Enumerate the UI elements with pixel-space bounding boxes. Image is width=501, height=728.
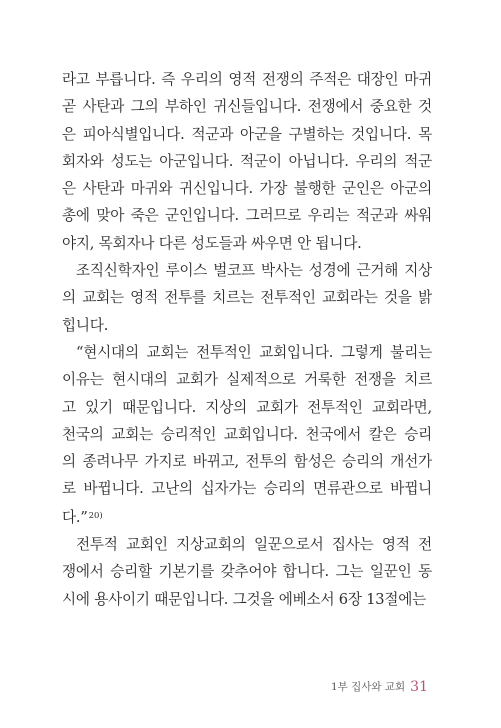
text-line: 전투적 교회인 지상교회의 일꾼으로서 집사는 영적 전 xyxy=(76,536,432,554)
section-title: 1부 집사와 교회 xyxy=(330,681,406,693)
body-text xyxy=(62,66,432,613)
text-line: 회자와 성도는 아군입니다. 적군이 아닙니다. 우리의 적군 xyxy=(62,152,432,170)
page-footer xyxy=(331,679,428,695)
paragraph xyxy=(62,339,432,531)
paragraph xyxy=(62,257,432,339)
text-line: 힙니다. xyxy=(62,316,109,334)
text-line: 라고 부릅니다. 즉 우리의 영적 전쟁의 주적은 대장인 마귀 xyxy=(62,71,432,88)
paragraph xyxy=(62,66,432,257)
text-line: 의 교회는 영적 전투를 치르는 전투적인 교회라는 것을 밝 xyxy=(62,289,432,307)
paragraph xyxy=(62,531,432,613)
text-line: 은 사탄과 마귀와 귀신입니다. 가장 불행한 군인은 아군의 xyxy=(62,180,432,198)
text-line: 은 피아식별입니다. 적군과 아군을 구별하는 것입니다. 목 xyxy=(62,125,432,143)
text-line: 야지, 목회자나 다른 성도들과 싸우면 안 됩니다. xyxy=(62,234,362,252)
text-line: “현시대의 교회는 전투적인 교회입니다. 그렇게 불리는 xyxy=(76,343,432,361)
text-line: 천국의 교회는 승리적인 교회입니다. 천국에서 칼은 승리 xyxy=(62,425,432,443)
text-line: 조직신학자인 루이스 벌코프 박사는 성경에 근거해 지상 xyxy=(76,262,432,280)
text-line: 곧 사탄과 그의 부하인 귀신들입니다. 전쟁에서 중요한 것 xyxy=(62,98,432,116)
text-line: 총에 맞아 죽은 군인입니다. 그러므로 우리는 적군과 싸워 xyxy=(62,207,432,225)
page-number: 31 xyxy=(410,679,428,695)
text-line: 시에 용사이기 때문입니다. 그것을 에베소서 6장 13절에는 xyxy=(62,590,427,608)
text-line: 이유는 현시대의 교회가 실제적으로 거룩한 전쟁을 치르 xyxy=(62,371,432,389)
text-line: 의 종려나무 가지로 바뀌고, 전투의 함성은 승리의 개선가 xyxy=(62,453,432,471)
text-line: 고 있기 때문입니다. 지상의 교회가 전투적인 교회라면, xyxy=(62,398,432,416)
text-line: 다.”$^{20)}$ xyxy=(62,508,103,526)
text-line: 로 바뀝니다. 고난의 십자가는 승리의 면류관으로 바뀝니 xyxy=(62,480,432,498)
footnote-marker: 20) xyxy=(88,510,103,521)
text-line: 쟁에서 승리할 기본기를 갖추어야 합니다. 그는 일꾼인 동 xyxy=(62,563,432,581)
